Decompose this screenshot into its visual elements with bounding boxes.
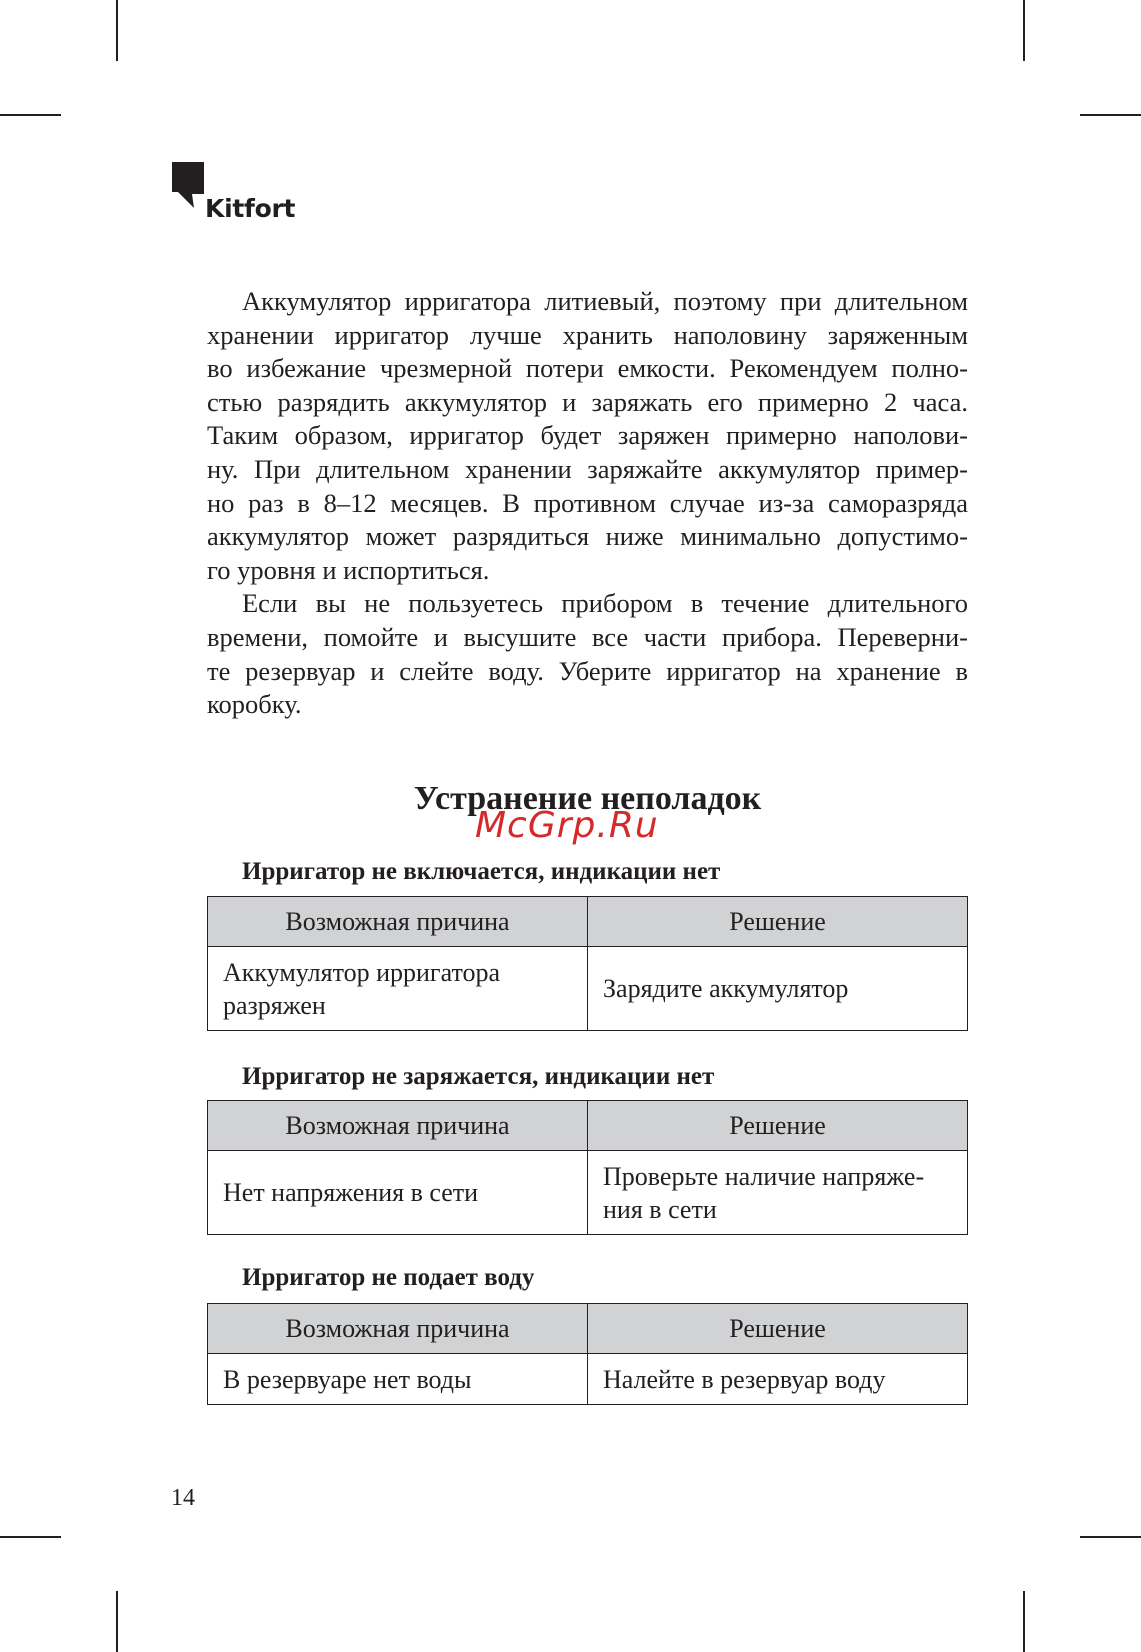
solution-cell [588,1354,968,1405]
troubleshooting-table [207,1100,968,1235]
text-line: те резервуар и слейте воду. Уберите ирригатор на хранение в [207,655,968,686]
cell-line: Налейте в резервуар воду [603,1364,886,1394]
text-line: Таким образом, ирригатор будет заряжен примерно наполови- [207,420,968,451]
paragraph-1 [207,285,968,587]
troubleshooting-table [207,896,968,1031]
table-row [208,947,968,1031]
text-line: коробку. [207,689,302,720]
column-header-cause: Возможная причина [208,1101,588,1151]
text-line: но раз в 8–12 месяцев. В противном случае из-за саморазряда [207,487,968,518]
crop-mark [0,114,61,116]
kitfort-logo [170,160,310,224]
troubleshooting-table [207,1303,968,1405]
text-line: времени, помойте и высушите все части прибора. Переверни- [207,621,968,652]
cell-line: Аккумулятор ирригатора [223,957,501,987]
table-row [208,1151,968,1235]
issue-title: Ирригатор не подает воду [242,1264,535,1291]
cell-line: разряжен [223,990,326,1020]
cause-cell [208,1354,588,1405]
crop-mark [1080,1536,1141,1538]
cause-cell [208,1151,588,1235]
cause-cell [208,947,588,1031]
cell-line: Проверьте наличие напряже- [603,1161,925,1191]
crop-mark [0,1536,61,1538]
column-header-solution: Решение [588,1101,968,1151]
text-line: хранении ирригатор лучше хранить наполовину заряженным [207,319,968,350]
crop-mark [1023,1591,1025,1652]
text-line: ну. При длительном хранении заряжайте аккумулятор пример- [207,453,968,484]
cell-line: В резервуаре нет воды [223,1364,472,1394]
table-row [208,1354,968,1405]
column-header-cause: Возможная причина [208,1304,588,1354]
solution-cell [588,947,968,1031]
body-text [207,285,968,722]
text-line: Аккумулятор ирригатора литиевый, поэтому при длительном [242,286,968,316]
cell-line: ния в сети [603,1194,717,1224]
crop-mark [116,0,118,61]
table-header-row [208,1101,968,1151]
issue-title: Ирригатор не заряжается, индикации нет [242,1063,715,1090]
text-line: го уровня и испортиться. [207,554,490,585]
crop-mark [116,1591,118,1652]
issue-title: Ирригатор не включается, индикации нет [242,858,721,885]
paragraph-2 [207,587,968,721]
crop-mark [1023,0,1025,61]
table-header-row [208,1304,968,1354]
watermark: McGrp.Ru [475,805,659,846]
text-line: Если вы не пользуетесь прибором в течение длительного [242,588,968,619]
column-header-cause: Возможная причина [208,897,588,947]
cell-line: Нет напряжения в сети [223,1178,479,1207]
text-line: во избежание чрезмерной потери емкости. Рекомендуем полно- [207,353,968,384]
crop-mark [1080,114,1141,116]
brand-name: Kitfort [205,194,296,223]
column-header-solution: Решение [588,1304,968,1354]
solution-cell [588,1151,968,1235]
cell-line: Зарядите аккумулятор [603,974,849,1003]
table-header-row [208,897,968,947]
page-number: 14 [171,1485,195,1511]
text-line: аккумулятор может разрядиться ниже минимально допустимо- [207,521,968,552]
section-title: Устранение неполадок [413,780,762,817]
text-line: стью разрядить аккумулятор и заряжать его примерно 2 часа. [207,386,968,417]
column-header-solution: Решение [588,897,968,947]
